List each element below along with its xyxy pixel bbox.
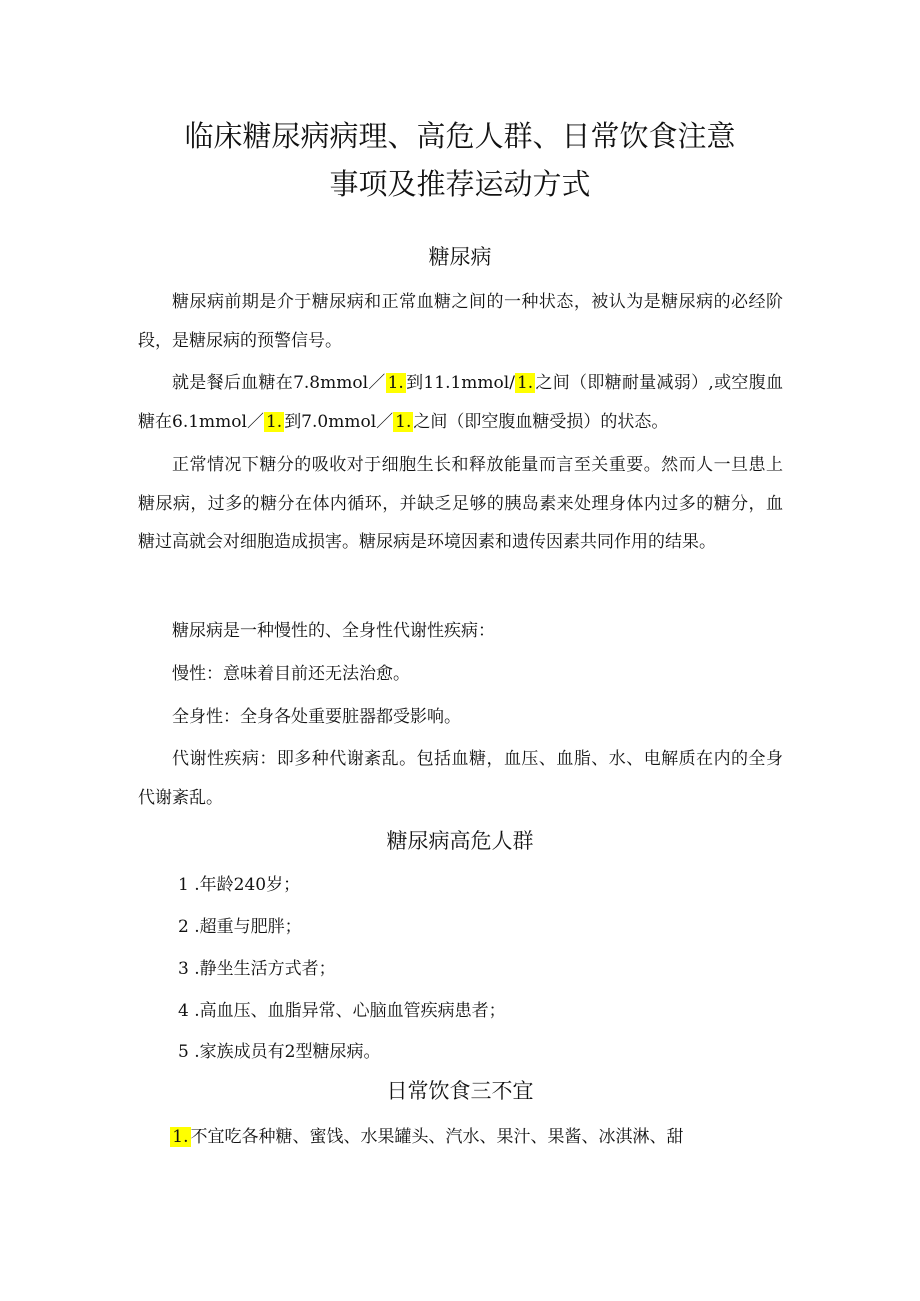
paragraph-systemic: 全身性：全身各处重要脏器都受影响。: [172, 707, 461, 727]
risk-list-item: 3 .静坐生活方式者；: [178, 959, 336, 979]
risk-list-item: 2 .超重与肥胖；: [178, 917, 302, 937]
paragraph-diet-1: [138, 1118, 783, 1157]
text-segment: 就是餐后血糖在7.8mmol／: [172, 373, 386, 393]
text-segment: 之间（即糖耐量减弱）,或空腹血糖在6.1mmol／: [138, 373, 784, 432]
risk-list-item: 4 .高血压、血脂异常、心脑血管疾病患者；: [178, 1001, 506, 1021]
paragraph-metabolic: 代谢性疾病：即多种代谢紊乱。包括血糖，血压、血脂、水、电解质在内的全身代谢紊乱。: [138, 749, 783, 808]
text-segment: 到7.0mmol／: [284, 411, 394, 432]
text-segment: 到11.1mmol/: [405, 373, 515, 393]
document-title: [120, 112, 800, 208]
paragraph-chronic: 慢性：意味着目前还无法治愈。: [172, 664, 410, 684]
highlighted-text: 1.: [172, 1127, 189, 1147]
risk-list-item: 1 .年龄240岁；: [178, 875, 301, 895]
highlighted-text: 1.: [395, 411, 412, 432]
text-segment: 之间（即空腹血糖受损）的状态。: [413, 411, 669, 432]
title-line-1: 临床糖尿病病理、高危人群、日常饮食注意: [184, 119, 736, 153]
paragraph-glucose-ranges: [138, 364, 783, 441]
paragraph-chronic-disease: 糖尿病是一种慢性的、全身性代谢性疾病：: [172, 621, 495, 641]
section-heading-diabetes: 糖尿病: [428, 245, 492, 269]
paragraph-sugar-metabolism: 正常情况下糖分的吸收对于细胞生长和释放能量而言至关重要。然而人一旦患上糖尿病，过多的糖分在体内循环，并缺乏足够的胰岛素来处理身体内过多的糖分，血糖过高就会对细胞造成损害。糖尿病是环境因素和遗传因素共同作用的结果。: [138, 455, 783, 552]
paragraph-prediabetes: 糖尿病前期是介于糖尿病和正常血糖之间的一种状态，被认为是糖尿病的必经阶段，是糖尿病的预警信号。: [138, 292, 783, 351]
highlighted-text: 1.: [516, 373, 534, 393]
highlighted-text: 1.: [265, 411, 283, 432]
section-heading-diet: 日常饮食三不宜: [386, 1079, 534, 1103]
title-line-2: 事项及推荐运动方式: [329, 167, 591, 201]
text-segment: 不宜吃各种糖、蜜饯、水果罐头、汽水、果汁、果酱、冰淇淋、甜: [190, 1127, 684, 1147]
highlighted-text: 1.: [387, 373, 404, 393]
risk-list-item: 5 .家族成员有2型糖尿病。: [178, 1042, 381, 1062]
section-heading-high-risk: 糖尿病高危人群: [386, 829, 534, 853]
